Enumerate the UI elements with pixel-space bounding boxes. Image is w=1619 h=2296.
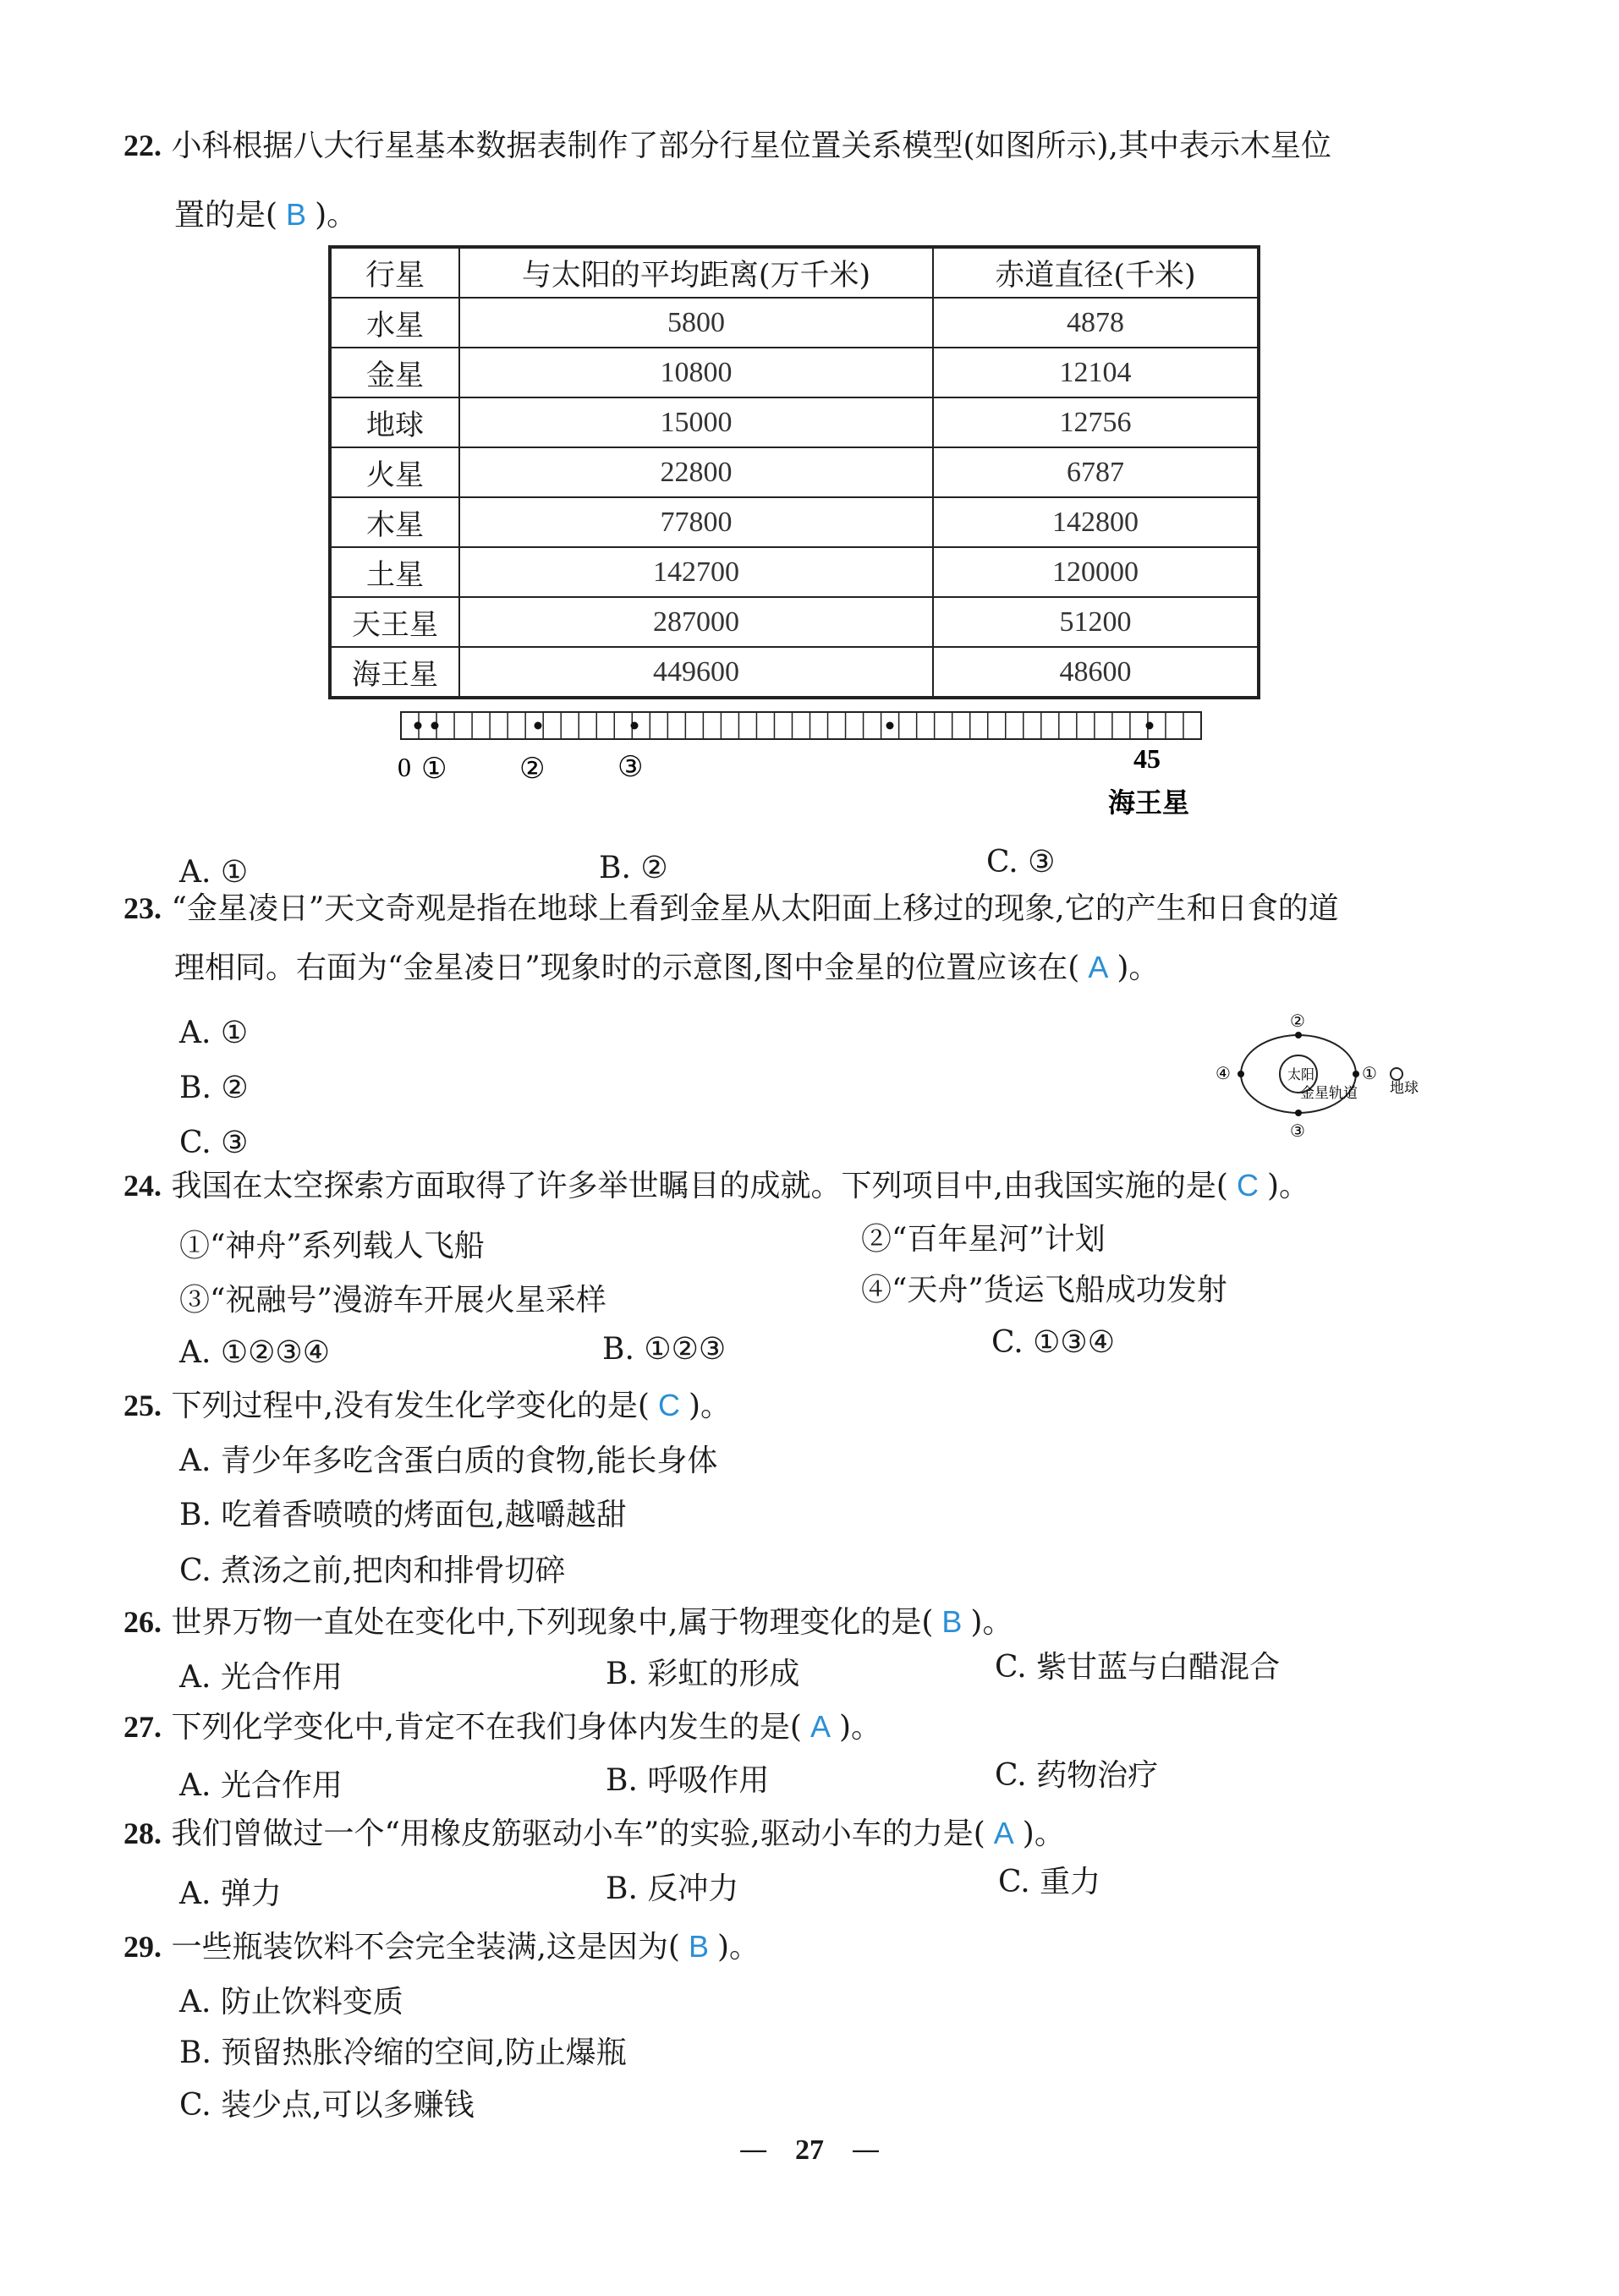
sun-label: 太阳 — [1287, 1066, 1315, 1082]
q28-text-a: 我们曾做过一个“用橡皮筋驱动小车”的实验,驱动小车的力是( — [171, 1817, 985, 1851]
model-mark-3: ③ — [617, 750, 644, 784]
venus-pos-2-dot — [1295, 1032, 1302, 1038]
q24-answer: C — [1236, 1168, 1259, 1203]
venus-pos-3-dot — [1295, 1110, 1302, 1116]
q27-option-b[interactable]: B. 呼吸作用 — [606, 1763, 770, 1798]
planet-name: 天王星 — [330, 597, 459, 647]
q22-option-a[interactable]: A. ① — [179, 855, 249, 890]
planet-name: 金星 — [330, 348, 459, 397]
q23-number: 23. — [123, 891, 162, 925]
table-row — [330, 547, 1259, 597]
q25-option-a[interactable]: A. 青少年多吃含蛋白质的食物,能长身体 — [179, 1444, 718, 1478]
q26-answer: B — [941, 1604, 963, 1639]
q22-text-2b: )。 — [315, 198, 358, 233]
ruler-ticks — [419, 712, 1183, 739]
planet-dot — [886, 722, 894, 730]
q29-number: 29. — [123, 1930, 162, 1964]
q25-option-b[interactable]: B. 吃着香喷喷的烤面包,越嚼越甜 — [179, 1498, 627, 1532]
planet-diameter: 48600 — [933, 647, 1259, 698]
planet-dot — [431, 722, 439, 730]
table-row — [330, 298, 1259, 348]
q27-number: 27. — [123, 1710, 162, 1744]
q22-number: 22. — [123, 129, 162, 162]
header-planet: 行星 — [330, 247, 459, 298]
q23-option-b[interactable]: B. ② — [179, 1071, 249, 1105]
page-footer — [0, 2133, 1619, 2167]
q25-stem — [123, 1387, 731, 1425]
planet-distance: 449600 — [459, 647, 933, 698]
q26-number: 26. — [123, 1605, 162, 1639]
q25-answer: C — [657, 1388, 680, 1422]
planet-distance: 142700 — [459, 547, 933, 597]
planet-dot — [414, 722, 422, 730]
venus-pos-1-dot — [1353, 1071, 1359, 1077]
pos-label-2: ② — [1290, 1011, 1305, 1031]
planet-diameter: 12104 — [933, 348, 1259, 397]
q28-option-a[interactable]: A. 弹力 — [179, 1877, 282, 1911]
q28-number: 28. — [123, 1817, 162, 1850]
q29-option-b[interactable]: B. 预留热胀冷缩的空间,防止爆瓶 — [179, 2036, 627, 2070]
earth-label: 地球 — [1390, 1080, 1419, 1097]
q25-option-c[interactable]: C. 煮汤之前,把肉和排骨切碎 — [179, 1553, 566, 1588]
q26-option-c[interactable]: C. 紫甘蓝与白醋混合 — [995, 1650, 1281, 1685]
table-row — [330, 597, 1259, 647]
q28-stem — [123, 1815, 1065, 1853]
q24-item-4: ④“天舟”货运飞船成功发射 — [861, 1273, 1227, 1307]
q24-option-c[interactable]: C. ①③④ — [991, 1325, 1115, 1360]
pos-label-1: ① — [1362, 1063, 1377, 1083]
planet-distance: 10800 — [459, 348, 933, 397]
q24-item-3: ③“祝融号”漫游车开展火星采样 — [179, 1283, 606, 1318]
table-row — [330, 447, 1259, 497]
planet-dot — [1146, 722, 1154, 730]
q22-option-b[interactable]: B. ② — [599, 851, 668, 885]
model-neptune-label: 海王星 — [1108, 786, 1190, 819]
q22-text-1: 小科根据八大行星基本数据表制作了部分行星位置关系模型(如图所示),其中表示木星位 — [171, 129, 1331, 163]
q29-option-c[interactable]: C. 装少点,可以多赚钱 — [179, 2088, 475, 2123]
q23-stem-line1 — [123, 890, 1339, 928]
q27-text-b: )。 — [838, 1710, 882, 1745]
q29-text-a: 一些瓶装饮料不会完全装满,这是因为( — [171, 1930, 680, 1964]
q22-stem-line2 — [174, 196, 357, 234]
q25-text-b: )。 — [688, 1389, 731, 1423]
q29-option-a[interactable]: A. 防止饮料变质 — [179, 1985, 403, 2019]
q28-option-b[interactable]: B. 反冲力 — [606, 1871, 739, 1906]
planet-dot — [631, 722, 639, 730]
planet-distance: 5800 — [459, 298, 933, 348]
q23-answer: A — [1088, 950, 1109, 984]
q26-stem — [123, 1603, 1013, 1641]
planet-name: 火星 — [330, 447, 459, 497]
q24-item-2: ②“百年星河”计划 — [861, 1222, 1106, 1257]
page-number: 27 — [795, 2134, 824, 2166]
planet-diameter: 120000 — [933, 547, 1259, 597]
planet-distance: 77800 — [459, 497, 933, 547]
q22-stem-line1 — [123, 127, 1331, 165]
planet-data-table — [328, 245, 1260, 699]
model-mark-1: ① — [421, 752, 447, 786]
q26-option-a[interactable]: A. 光合作用 — [179, 1660, 343, 1695]
q23-text-1: “金星凌日”天文奇观是指在地球上看到金星从太阳面上移过的现象,它的产生和日食的道 — [171, 891, 1339, 926]
planet-name: 海王星 — [330, 647, 459, 698]
q28-answer: A — [993, 1816, 1014, 1850]
table-header-row — [330, 247, 1259, 298]
q24-item-1: ①“神舟”系列载人飞船 — [179, 1229, 485, 1263]
q23-stem-line2 — [174, 949, 1159, 987]
planet-name: 土星 — [330, 547, 459, 597]
header-diameter: 赤道直径(千米) — [933, 247, 1259, 298]
ruler-bar — [401, 712, 1201, 739]
footer-dash-left: — — [738, 2133, 768, 2167]
earth-circle — [1391, 1068, 1402, 1080]
table-row — [330, 397, 1259, 447]
planet-diameter: 142800 — [933, 497, 1259, 547]
table-row — [330, 647, 1259, 698]
q24-option-a[interactable]: A. ①②③④ — [179, 1335, 330, 1370]
pos-label-3: ③ — [1290, 1121, 1305, 1141]
q22-answer: B — [286, 197, 307, 232]
q27-stem — [123, 1708, 881, 1746]
q23-text-2a: 理相同。右面为“金星凌日”现象时的示意图,图中金星的位置应该在( — [174, 951, 1080, 985]
q28-option-c[interactable]: C. 重力 — [998, 1865, 1101, 1899]
q25-number: 25. — [123, 1389, 162, 1422]
q26-text-a: 世界万物一直处在变化中,下列现象中,属于物理变化的是( — [171, 1605, 934, 1640]
q29-answer: B — [688, 1929, 709, 1964]
planet-position-model — [398, 702, 1210, 820]
q23-text-2b: )。 — [1117, 951, 1160, 985]
q24-number: 24. — [123, 1169, 162, 1203]
q24-stem — [123, 1167, 1309, 1205]
planet-dot — [535, 722, 542, 730]
q27-answer: A — [810, 1709, 831, 1744]
planet-distance: 287000 — [459, 597, 933, 647]
q24-text-b: )。 — [1266, 1169, 1309, 1203]
planet-diameter: 51200 — [933, 597, 1259, 647]
venus-transit-diagram — [1205, 998, 1442, 1150]
q29-stem — [123, 1928, 760, 1966]
planet-diameter: 12756 — [933, 397, 1259, 447]
planet-diameter: 6787 — [933, 447, 1259, 497]
q22-option-c[interactable]: C. ③ — [986, 845, 1056, 879]
planet-diameter: 4878 — [933, 298, 1259, 348]
q27-option-c[interactable]: C. 药物治疗 — [995, 1758, 1159, 1793]
header-distance: 与太阳的平均距离(万千米) — [459, 247, 933, 298]
q28-text-b: )。 — [1022, 1817, 1065, 1851]
planet-name: 木星 — [330, 497, 459, 547]
q23-option-a[interactable]: A. ① — [179, 1016, 249, 1050]
q24-text-a: 我国在太空探索方面取得了许多举世瞩目的成就。下列项目中,由我国实施的是( — [171, 1169, 1228, 1203]
table-row — [330, 497, 1259, 547]
table-row — [330, 348, 1259, 397]
q22-text-2a: 置的是( — [174, 198, 278, 233]
q27-text-a: 下列化学变化中,肯定不在我们身体内发生的是( — [171, 1710, 802, 1745]
q23-option-c[interactable]: C. ③ — [179, 1126, 249, 1160]
q25-text-a: 下列过程中,没有发生化学变化的是( — [171, 1389, 650, 1423]
q27-option-a[interactable]: A. 光合作用 — [179, 1768, 343, 1803]
q24-option-b[interactable]: B. ①②③ — [602, 1332, 727, 1367]
model-zero-label: 0 — [398, 752, 411, 782]
planet-distance: 15000 — [459, 397, 933, 447]
venus-pos-4-dot — [1238, 1071, 1244, 1077]
planet-name: 地球 — [330, 397, 459, 447]
q29-text-b: )。 — [716, 1930, 760, 1964]
model-end-label: 45 — [1133, 743, 1161, 774]
footer-dash-right: — — [851, 2133, 881, 2167]
orbit-label: 金星轨道 — [1300, 1085, 1358, 1102]
pos-label-4: ④ — [1216, 1063, 1231, 1083]
q26-text-b: )。 — [970, 1605, 1013, 1640]
planet-name: 水星 — [330, 298, 459, 348]
model-mark-2: ② — [519, 752, 546, 786]
planet-distance: 22800 — [459, 447, 933, 497]
q26-option-b[interactable]: B. 彩虹的形成 — [606, 1657, 800, 1691]
